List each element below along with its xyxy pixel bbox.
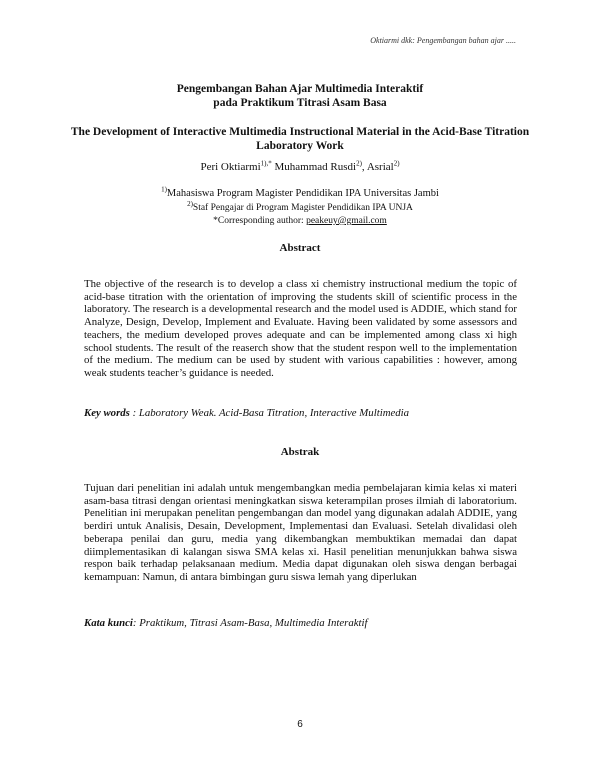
keywords-indonesian: [84, 617, 524, 629]
authors: [0, 161, 600, 173]
keywords-indonesian-label: Kata kunci: [84, 617, 133, 629]
running-head: Oktiarmi dkk: Pengembangan bahan ajar .....: [370, 36, 516, 45]
title-indonesian-line1: Pengembangan Bahan Ajar Multimedia Interaktif: [176, 83, 424, 95]
affiliation-2-sup: 2): [187, 199, 193, 208]
author-2: Muhammad Rusdi: [271, 161, 357, 173]
author-3: , Asrial: [361, 161, 394, 173]
affiliation-1-sup: 1): [161, 185, 167, 194]
author-3-sup: 2): [393, 159, 400, 168]
keywords-english-list: : Laboratory Weak. Acid-Basa Titration, Interactive Multimedia: [129, 407, 410, 419]
author-2-sup: 2): [356, 159, 362, 168]
abstrak-text: Tujuan dari penelitian ini adalah untuk mengembangkan media pembelajaran kimia kelas xi materi asam-basa titrasi dengan orientasi meningkatkan siswa keterampilan proses ilmiah di laboratorium. Penelitian ini merupakan penelitan pengembangan dan model yang digunakan adalah ADDIE, yang berdiri untuk Analisis, Desain, Development, Implementasi dan Evaluasi. Setelah divalidasi oleh beberapa penilai dan guru, media yang dikembangkan membuktikan memadai dan dapat diimplementasikan di kalangan siswa SMA kelas xi. Hasil penelitian menunjukkan bahwa siswa respon baik terhadap pelaksanaan medium. Media dapat digunakan oleh siswa dengan berbagai kemampuan: Namun, di antara bimbingan guru siswa lemah yang diperlukan: [84, 482, 517, 583]
keywords-english: [84, 407, 524, 419]
author-1-sup: 1),*: [260, 159, 272, 168]
keywords-indonesian-list: : Praktikum, Titrasi Asam-Basa, Multimedia Interaktif: [132, 617, 368, 629]
affiliation-2: [0, 199, 600, 213]
abstract-heading: Abstract: [279, 242, 321, 254]
corresponding-email-link[interactable]: peakeuy@gmail.com: [306, 216, 387, 226]
title-indonesian-line2: pada Praktikum Titrasi Asam Basa: [213, 97, 387, 109]
keywords-english-label: Key words: [84, 407, 130, 419]
affiliation-1-text: Mahasiswa Program Magister Pendidikan IPA Universitas Jambi: [166, 188, 439, 199]
title-english: The Development of Interactive Multimedia Instructional Material in the Acid-Base Titration Laboratory Work: [70, 126, 530, 152]
affiliation-2-text: Staf Pengajar di Program Magister Pendidikan IPA UNJA: [192, 203, 413, 213]
corresponding-label: *Corresponding author:: [213, 216, 307, 226]
affiliation-1: [0, 185, 600, 199]
title-indonesian: [0, 82, 600, 110]
abstrak-heading: Abstrak: [280, 446, 320, 458]
abstract-text: The objective of the research is to develop a class xi chemistry instructional medium the topic of acid-base titration with the orientation of improving the students skill of scientific process in the laboratory. The research is a developmental research and the model used is ADDIE, which stand for Analyze, Design, Develop, Implement and Evaluate. Having been validated by some assessors and teachers, the medium developed proves adequate and can be implemented among class xi high school students. The result of the reaserch show that the student respon well to the implementation of the medium. The medium can be used by student with various capabilities : however, among weak students teacher’s guidance is needed.: [84, 278, 517, 379]
corresponding-author: [0, 216, 600, 226]
author-1: Peri Oktiarmi: [200, 161, 261, 173]
page-number: 6: [297, 719, 303, 730]
